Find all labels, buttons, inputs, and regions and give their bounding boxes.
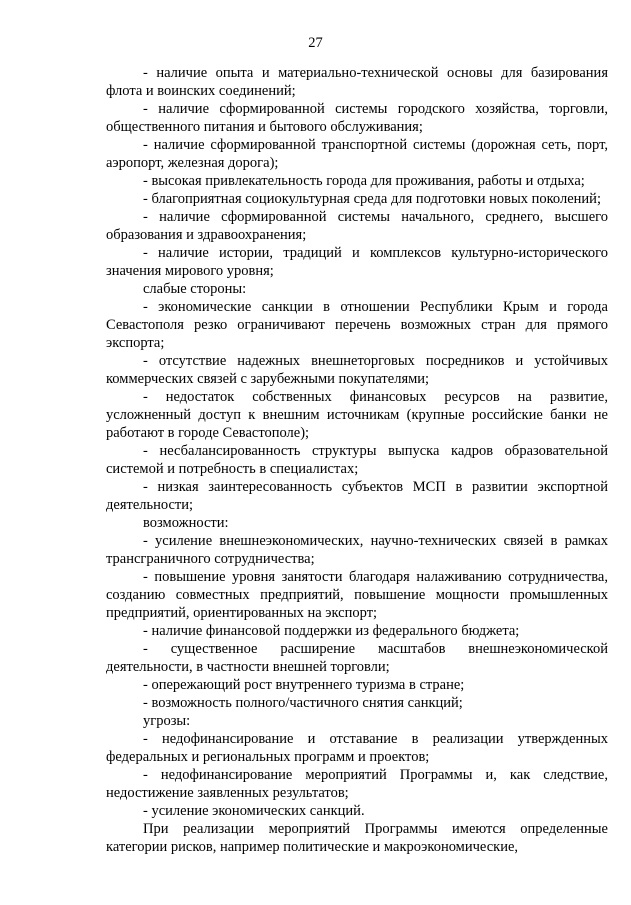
paragraph-staff-imbalance: - несбалансированность структуры выпуска кадров образовательной системой и потребность в специалистах; [106, 443, 608, 477]
paragraph-history: - наличие истории, традиций и комплексов культурно-исторического значения мирового уровня; [106, 245, 608, 279]
paragraph-sanctions: - экономические санкции в отношении Республики Крым и города Севастополя резко ограничивают перечень возможных стран для прямого экспорта; [106, 299, 608, 351]
paragraph-employment: - повышение уровня занятости благодаря налаживанию сотрудничества, созданию совместных предприятий, повышение мощности промышленных предприятий, ориентированных на экспорт; [106, 569, 608, 621]
paragraph-foreign-trade: - существенное расширение масштабов внешнеэкономической деятельности, в частности внешней торговли; [106, 641, 608, 675]
paragraph-transport: - наличие сформированной транспортной системы (дорожная сеть, порт, аэропорт, железная дорога); [106, 137, 608, 171]
paragraph-tourism: - опережающий рост внутреннего туризма в стране; [143, 677, 465, 693]
section-threats: угрозы: [143, 713, 191, 729]
paragraph-fleet-base: - наличие опыта и материально-технической основы для базирования флота и воинских соединений; [106, 65, 608, 99]
document-body [106, 64, 608, 856]
paragraph-cross-border: - усиление внешнеэкономических, научно-технических связей в рамках трансграничного сотрудничества; [106, 533, 608, 567]
paragraph-risks: При реализации мероприятий Программы имеются определенные категории рисков, например политические и макроэкономические, [106, 821, 608, 855]
paragraph-intermediaries: - отсутствие надежных внешнеторговых посредников и устойчивых коммерческих связей с зарубежными покупателями; [106, 353, 608, 387]
paragraph-attractiveness: - высокая привлекательность города для проживания, работы и отдыха; [143, 173, 585, 189]
paragraph-finance-shortage: - недостаток собственных финансовых ресурсов на развитие, усложненный доступ к внешним источникам (крупные российские банки не работают в городе Севастополе); [106, 389, 608, 441]
paragraph-underfunding-results: - недофинансирование мероприятий Программы и, как следствие, недостижение заявленных результатов; [106, 767, 608, 801]
paragraph-underfunding-programs: - недофинансирование и отставание в реализации утвержденных федеральных и региональных программ и проектов; [106, 731, 608, 765]
paragraph-sanctions-increase: - усиление экономических санкций. [143, 803, 365, 819]
section-opportunities: возможности: [143, 515, 229, 531]
paragraph-federal-support: - наличие финансовой поддержки из федерального бюджета; [143, 623, 520, 639]
paragraph-sme-interest: - низкая заинтересованность субъектов МСП в развитии экспортной деятельности; [106, 479, 608, 513]
paragraph-education: - наличие сформированной системы начального, среднего, высшего образования и здравоохранения; [106, 209, 608, 243]
paragraph-sociocultural: - благоприятная социокультурная среда для подготовки новых поколений; [143, 191, 601, 207]
page-number: 27 [308, 35, 323, 51]
paragraph-city-economy: - наличие сформированной системы городского хозяйства, торговли, общественного питания и бытового обслуживания; [106, 101, 608, 135]
section-weaknesses: слабые стороны: [143, 281, 247, 297]
paragraph-sanctions-lift: - возможность полного/частичного снятия санкций; [143, 695, 463, 711]
